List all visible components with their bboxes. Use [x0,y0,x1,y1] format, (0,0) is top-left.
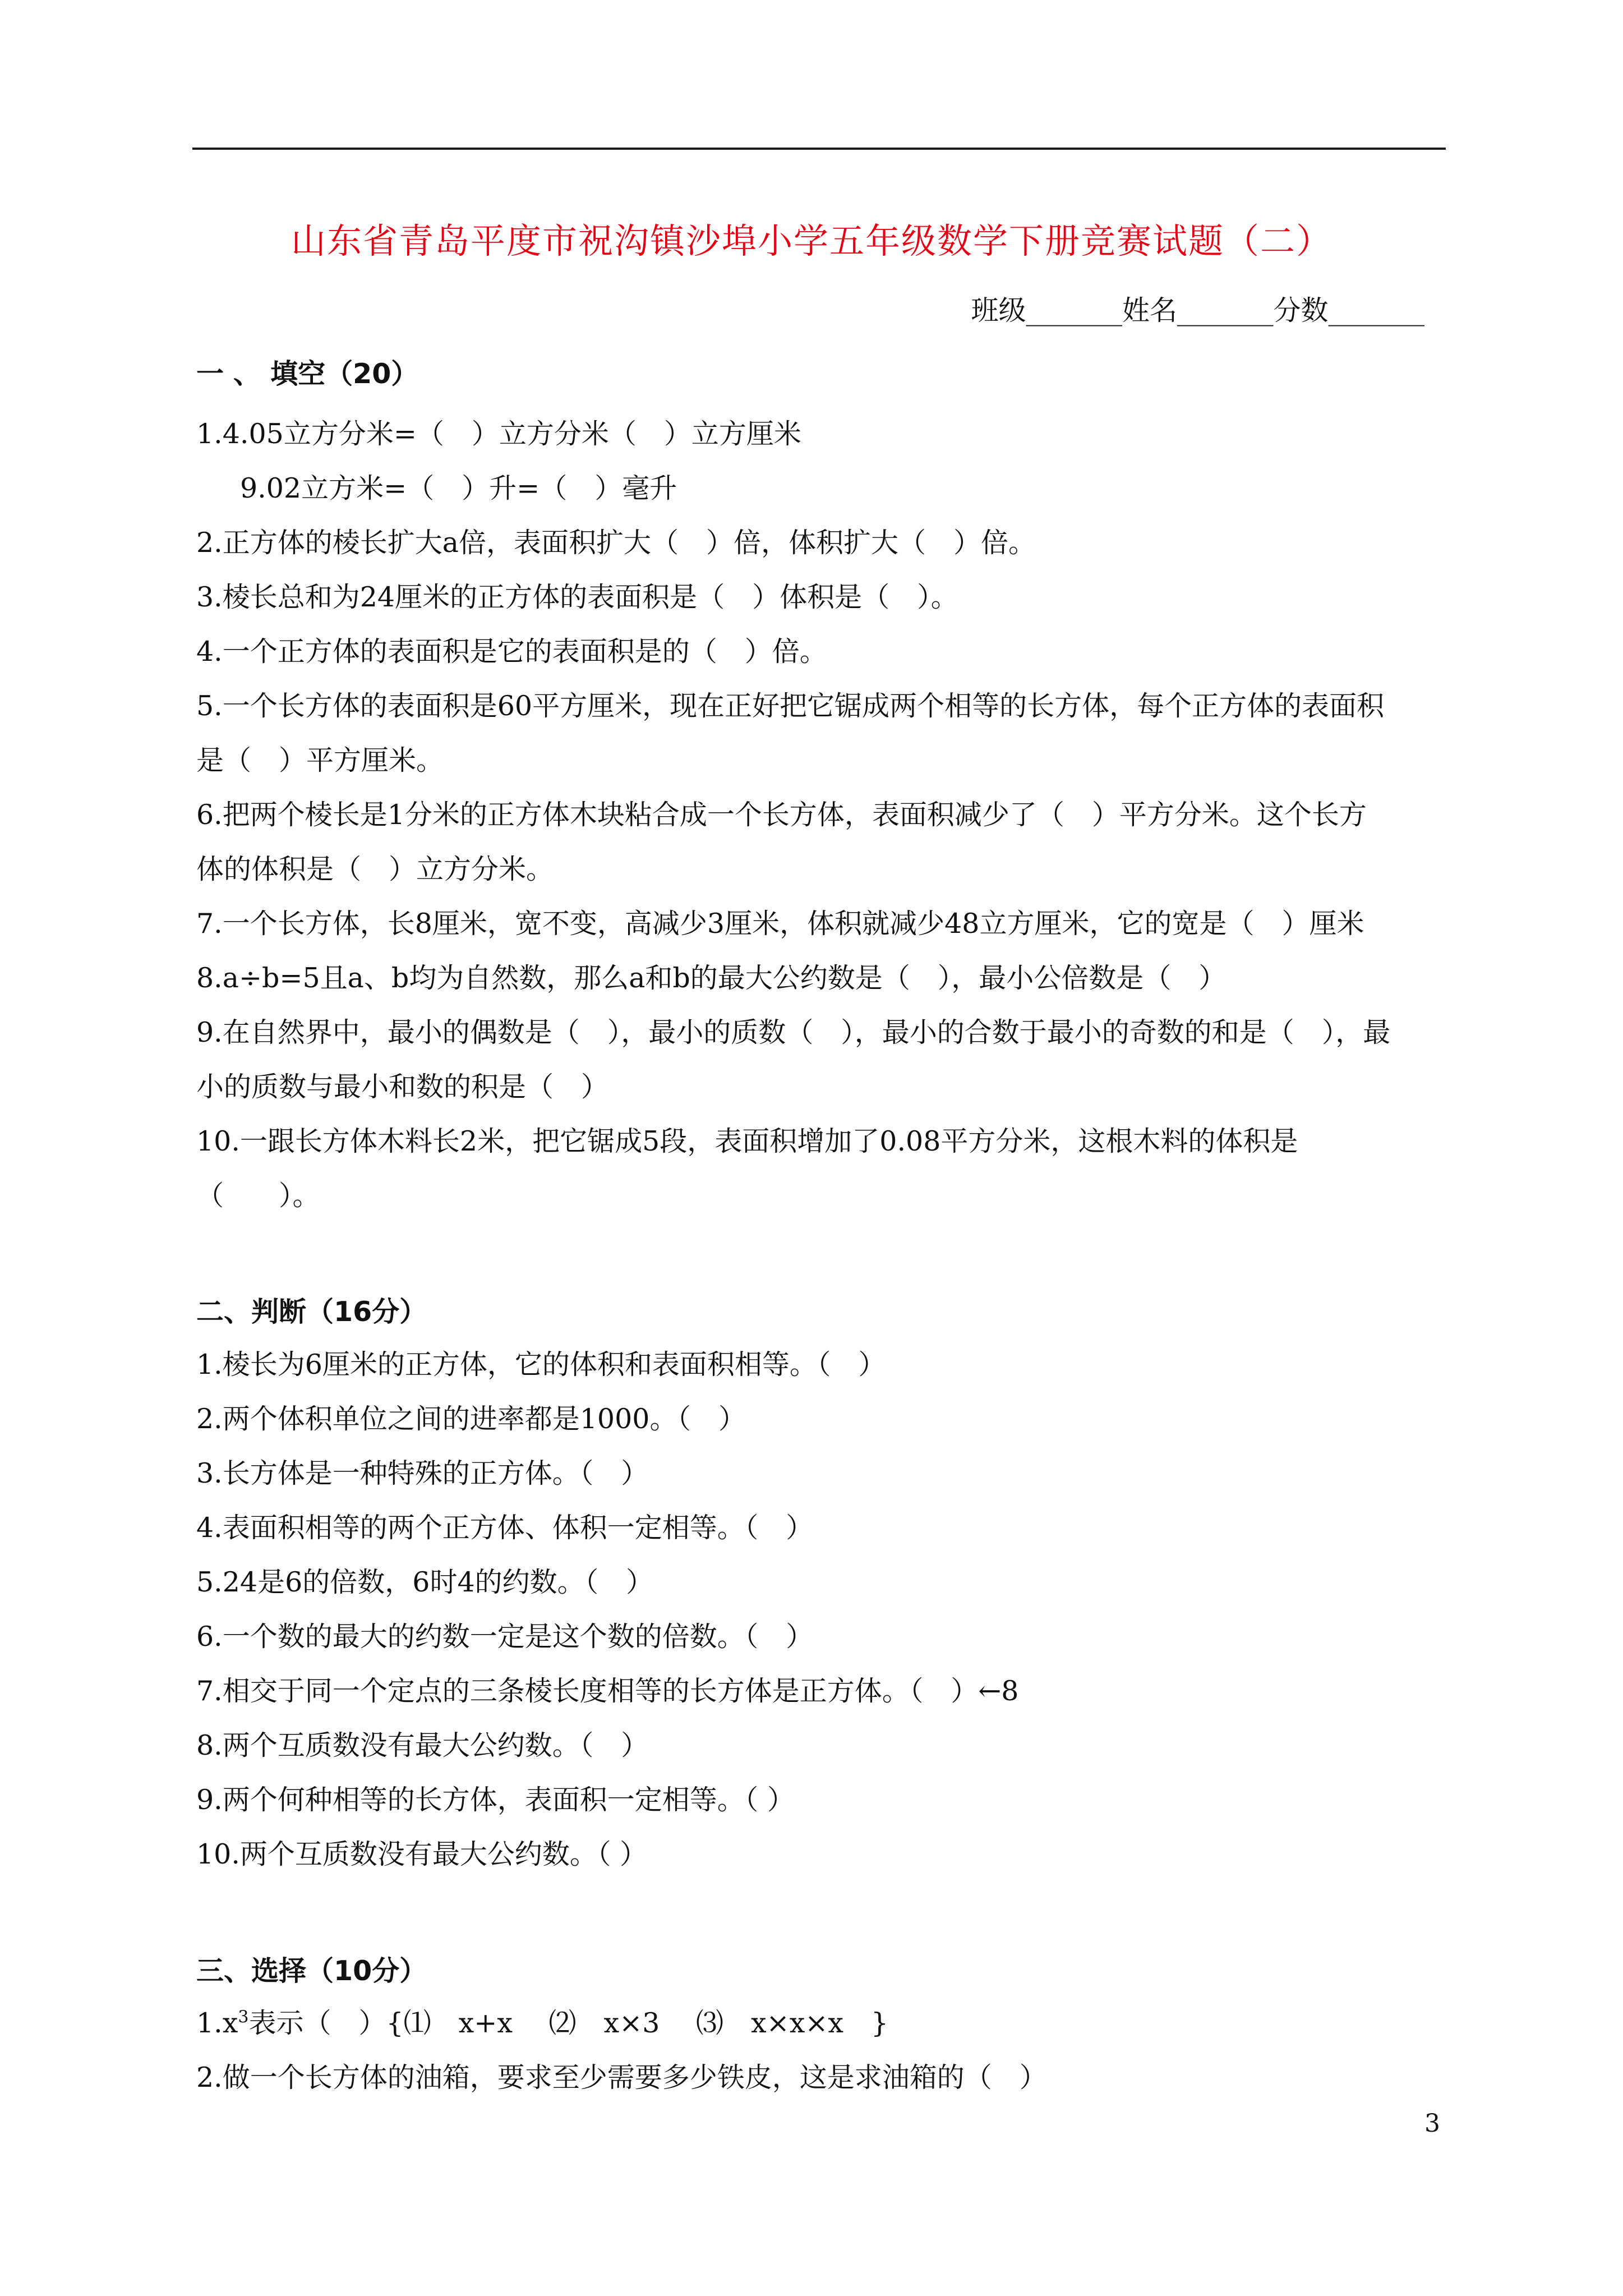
question-line [196,2007,1453,2040]
section-3-heading: 三、选择（10分） [196,1955,427,1987]
question-line: 5.24是6的倍数，6时4的约数。（ ） [196,1566,654,1598]
question-line: 9.两个何种相等的长方体，表面积一定相等。（ ） [196,1784,795,1816]
q1-rest: 表示（ ）{⑴ x+x ⑵ x×3 ⑶ x×x×x } [248,2007,889,2039]
question-line: 10.一跟长方体木料长2米，把它锯成5段，表面积增加了0.08平方分米，这根木料的体积是 [196,1125,1298,1157]
question-line: （ ）。 [196,1180,320,1212]
question-line: 4.一个正方体的表面积是它的表面积是的（ ）倍。 [196,636,827,668]
section-1-heading: 一 、 填空（20） [196,358,419,390]
score-field: 分数_______ [1273,295,1424,326]
question-line: 3.棱长总和为24厘米的正方体的表面积是（ ）体积是（ ）。 [196,581,958,613]
question-line: 2.做一个长方体的油箱，要求至少需要多少铁皮，这是求油箱的（ ） [196,2062,1047,2093]
question-line: 1.棱长为6厘米的正方体，它的体积和表面积相等。（ ） [196,1349,886,1381]
question-line: 7.一个长方体，长8厘米，宽不变，高减少3厘米，体积就减少48立方厘米，它的宽是（ ）厘米 [196,908,1364,940]
section-2-heading: 二、判断（16分） [196,1296,427,1328]
q1-prefix: 1.x [196,2007,238,2039]
question-line: 9.02立方米=（ ）升=（ ）毫升 [240,472,677,504]
question-line: 体的体积是（ ）立方分米。 [196,853,554,885]
class-field: 班级_______ [971,295,1122,326]
question-line: 小的质数与最小和数的积是（ ） [196,1071,609,1103]
question-line: 10.两个互质数没有最大公约数。（ ） [196,1838,648,1870]
question-line: 8.两个互质数没有最大公约数。（ ） [196,1729,649,1761]
header-rule [192,148,1446,150]
question-line: 4.表面积相等的两个正方体、体积一定相等。（ ） [196,1512,814,1544]
question-line: 7.相交于同一个定点的三条棱长度相等的长方体是正方体。（ ）←8 [196,1675,1019,1707]
question-line: 2.两个体积单位之间的进率都是1000。（ ） [196,1403,746,1435]
question-line: 6.一个数的最大的约数一定是这个数的倍数。（ ） [196,1621,814,1653]
question-line: 是（ ）平方厘米。 [196,744,444,776]
page-number: 3 [1424,2109,1440,2138]
page-title: 山东省青岛平度市祝沟镇沙埠小学五年级数学下册竞赛试题（二） [291,220,1332,261]
question-line: 5.一个长方体的表面积是60平方厘米，现在正好把它锯成两个相等的长方体，每个正方体的表面积 [196,690,1385,722]
question-line: 9.在自然界中，最小的偶数是（ ），最小的质数（ ），最小的合数于最小的奇数的和是（ ），最 [196,1016,1391,1048]
question-line: 2.正方体的棱长扩大a倍，表面积扩大（ ）倍，体积扩大（ ）倍。 [196,527,1036,559]
name-field: 姓名_______ [1122,295,1274,326]
question-line: 1.4.05立方分米=（ ）立方分米（ ）立方厘米 [196,418,801,450]
question-line: 3.长方体是一种特殊的正方体。（ ） [196,1457,649,1489]
question-line: 6.把两个棱长是1分米的正方体木块粘合成一个长方体，表面积减少了（ ）平方分米。这个长方 [196,799,1367,831]
student-info-line [841,289,1424,328]
question-line: 8.a÷b=5且a、b均为自然数，那么a和b的最大公约数是（ ），最小公倍数是（ ） [196,962,1227,994]
exponent: 3 [238,2007,249,2027]
